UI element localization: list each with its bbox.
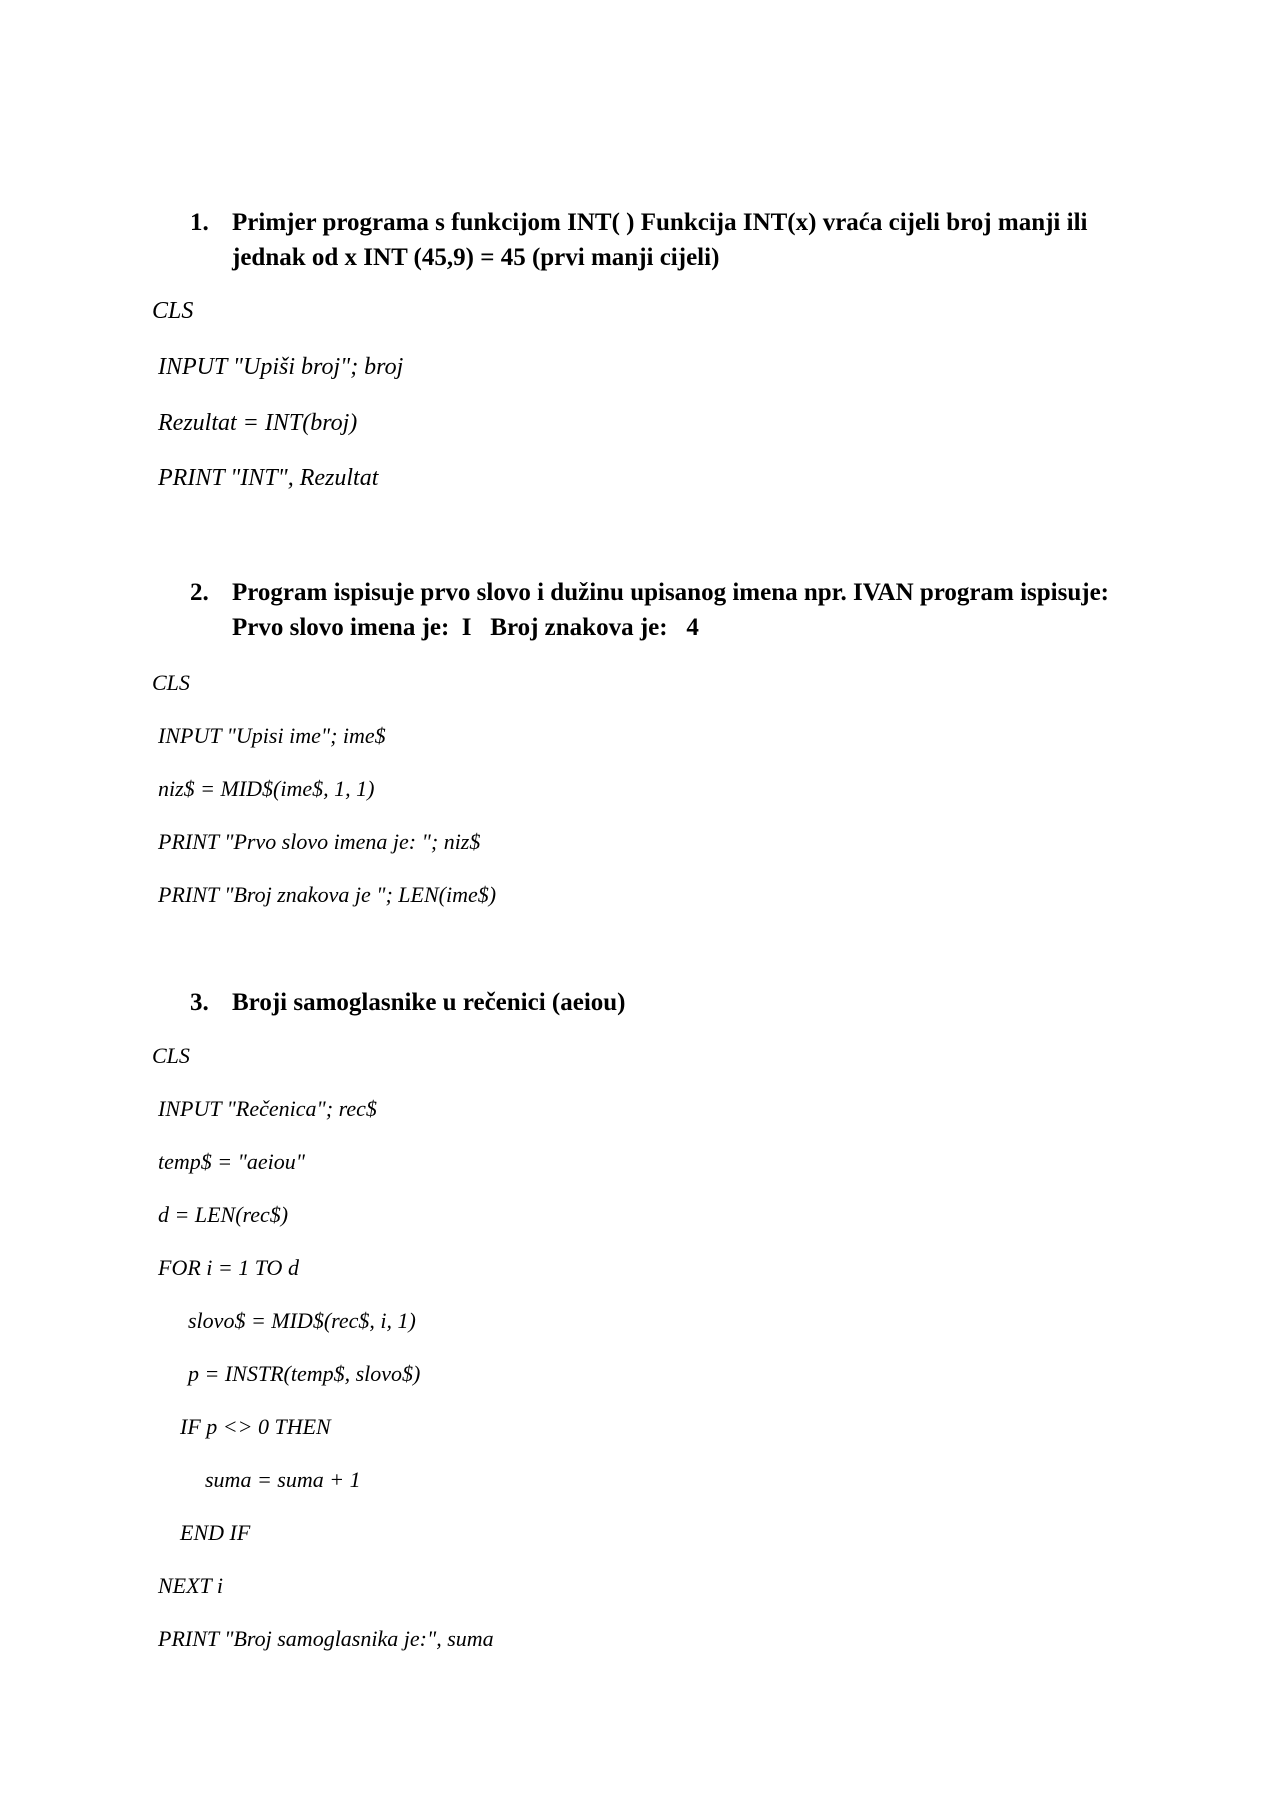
code-line: PRINT "INT", Rezultat <box>158 465 379 491</box>
code-line: INPUT "Upisi ime"; ime$ <box>158 723 386 748</box>
code-line: CLS <box>152 1043 190 1068</box>
section-3-title: Broji samoglasnike u rečenici (aeiou) <box>232 989 626 1016</box>
code-line: NEXT i <box>158 1573 224 1598</box>
code-line: temp$ = "aeiou" <box>158 1149 305 1174</box>
code-line: END IF <box>180 1520 251 1545</box>
section-2-heading <box>190 575 1150 645</box>
section-3-heading <box>190 985 1150 1020</box>
section-2-number: 2. <box>190 579 209 606</box>
code-line: PRINT "Broj znakova je "; LEN(ime$) <box>158 882 497 907</box>
code-line: p = INSTR(temp$, slovo$) <box>188 1361 421 1386</box>
code-line: slovo$ = MID$(rec$, i, 1) <box>188 1308 416 1333</box>
code-line: PRINT "Prvo slovo imena je: "; niz$ <box>158 829 481 854</box>
code-line: PRINT "Broj samoglasnika je:", suma <box>158 1626 494 1651</box>
section-1-heading <box>190 205 1150 275</box>
code-line: niz$ = MID$(ime$, 1, 1) <box>158 776 375 801</box>
code-line: IF p <> 0 THEN <box>180 1414 331 1439</box>
code-line: FOR i = 1 TO d <box>158 1255 299 1280</box>
section-2-title: Program ispisuje prvo slovo i dužinu upisanog imena npr. IVAN program ispisuje: Prvo slovo imena je: I Broj znakova je: 4 <box>232 579 1135 641</box>
code-line: CLS <box>152 298 194 324</box>
section-1-number: 1. <box>190 209 209 236</box>
code-line: Rezultat = INT(broj) <box>158 410 358 436</box>
code-line: d = LEN(rec$) <box>158 1202 289 1227</box>
code-line: INPUT "Rečenica"; rec$ <box>158 1096 377 1121</box>
section-3-number: 3. <box>190 989 209 1016</box>
code-line: CLS <box>152 670 190 695</box>
code-line: suma = suma + 1 <box>205 1467 361 1492</box>
section-1-title: Primjer programa s funkcijom INT( ) Funkcija INT(x) vraća cijeli broj manji ili jednak od x INT (45,9) = 45 (prvi manji cijeli) <box>232 209 1094 271</box>
code-line: INPUT "Upiši broj"; broj <box>158 354 404 380</box>
